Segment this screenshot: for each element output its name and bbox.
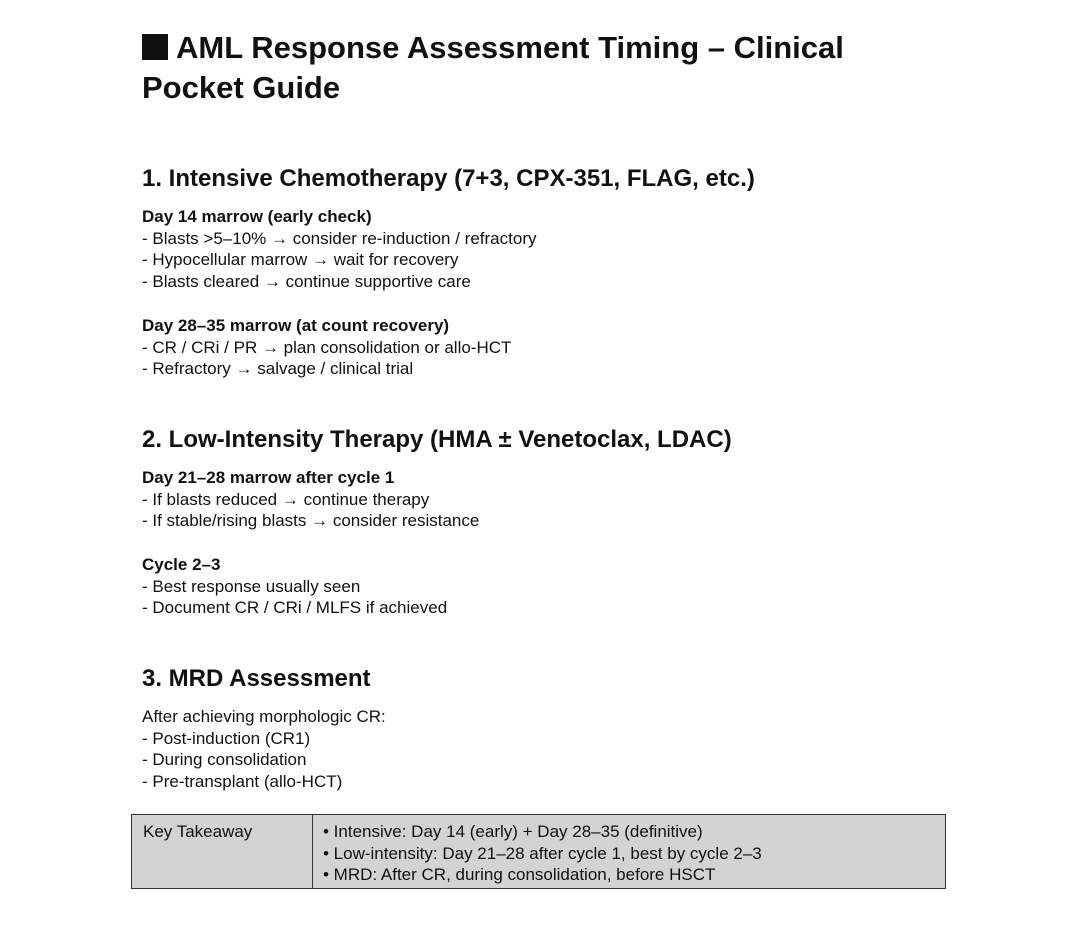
key-takeaway-label: Key Takeaway	[132, 815, 313, 888]
day28-block	[142, 315, 511, 380]
list-item: - Post-induction (CR1)	[142, 728, 311, 748]
takeaway-item: • Intensive: Day 14 (early) + Day 28–35 (definitive)	[323, 822, 703, 841]
list-item: - Blasts cleared → continue supportive care	[142, 272, 471, 292]
list-item: - If stable/rising blasts → consider resistance	[142, 511, 480, 531]
takeaway-item: • MRD: After CR, during consolidation, before HSCT	[323, 865, 716, 885]
list-item: - Hypocellular marrow → wait for recovery	[142, 250, 459, 270]
list-item: - Document CR / CRi / MLFS if achieved	[142, 598, 448, 618]
list-item: - Refractory → salvage / clinical trial	[142, 359, 414, 379]
list-item: - Blasts >5–10% → consider re-induction / refractory	[142, 228, 537, 248]
day28-subheading: Day 28–35 marrow (at count recovery)	[142, 316, 450, 335]
day14-subheading: Day 14 marrow (early check)	[142, 207, 372, 226]
cycle1-block	[142, 467, 479, 532]
black-square-icon	[142, 34, 168, 60]
list-item: - Best response usually seen	[142, 576, 361, 596]
cycle1-subheading: Day 21–28 marrow after cycle 1	[142, 468, 395, 487]
section-heading-mrd: 3. MRD Assessment	[142, 665, 371, 692]
section-heading-low-intensity: 2. Low-Intensity Therapy (HMA ± Venetoclax, LDAC)	[142, 426, 732, 453]
key-takeaway-table	[131, 814, 946, 889]
key-takeaway-items	[313, 815, 762, 888]
page-title	[142, 28, 942, 108]
list-item: - If blasts reduced → continue therapy	[142, 489, 430, 509]
cycle23-subheading: Cycle 2–3	[142, 555, 221, 574]
day14-block	[142, 206, 536, 293]
page-title-text: AML Response Assessment Timing – Clinical Pocket Guide	[142, 30, 844, 105]
mrd-intro: After achieving morphologic CR:	[142, 707, 386, 726]
section-heading-intensive: 1. Intensive Chemotherapy (7+3, CPX-351, FLAG, etc.)	[142, 165, 755, 192]
cycle23-block	[142, 554, 447, 619]
list-item: - Pre-transplant (allo-HCT)	[142, 772, 343, 792]
list-item: - CR / CRi / PR → plan consolidation or allo-HCT	[142, 337, 512, 357]
list-item: - During consolidation	[142, 750, 307, 770]
takeaway-item: • Low-intensity: Day 21–28 after cycle 1, best by cycle 2–3	[323, 843, 762, 863]
mrd-block	[142, 706, 386, 793]
